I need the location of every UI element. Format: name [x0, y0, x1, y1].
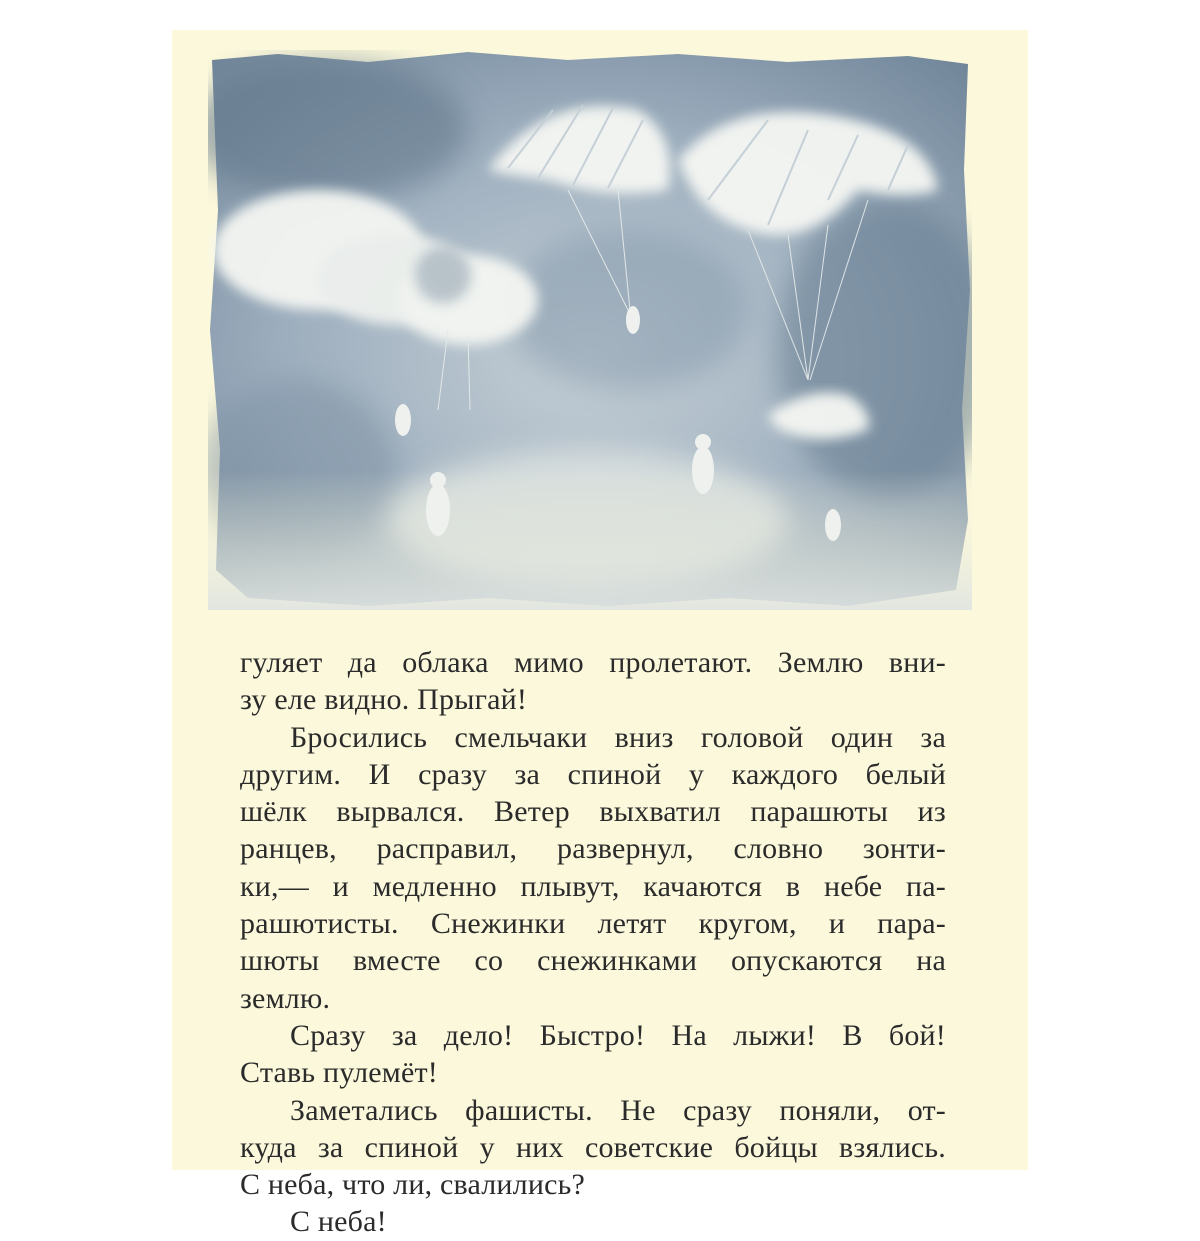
text-line: зу еле видно. Прыгай!	[240, 683, 528, 717]
text-line: гуляет да облака мимо пролетают. Землю вни-	[240, 646, 946, 679]
text-line: С неба!	[290, 1205, 387, 1239]
text-line: С неба, что ли, свалились?	[240, 1168, 586, 1202]
figure-1	[626, 306, 640, 334]
text-line: куда за спиной у них советские бойцы взялись.	[240, 1130, 946, 1164]
story-text	[240, 644, 946, 1241]
text-line: ки,— и медленно плывут, качаются в небе па-	[240, 869, 946, 903]
text-line: другим. И сразу за спиной у каждого белый	[240, 757, 946, 791]
text-line: Ставь пулемёт!	[240, 1056, 438, 1090]
text-line: шёлк вырвался. Ветер выхватил парашюты из	[240, 795, 946, 829]
book-page	[172, 30, 1028, 1239]
text-line: Заметались фашисты. Не сразу поняли, от-	[290, 1093, 946, 1127]
text-line: Бросились смельчаки вниз головой один за	[290, 720, 946, 754]
figure-5	[825, 509, 841, 541]
figure-4	[692, 446, 714, 494]
text-line: шюты вместе со снежинками опускаются на	[240, 944, 946, 978]
text-line: землю.	[240, 981, 331, 1015]
text-line: рашютисты. Снежинки летят кругом, и пара-	[240, 907, 946, 941]
text-line: Сразу за дело! Быстро! На лыжи! В бой!	[290, 1018, 946, 1052]
text-line: ранцев, расправил, развернул, словно зонти-	[240, 832, 946, 866]
figure-3	[426, 484, 450, 536]
figure-2	[395, 404, 411, 436]
parachutists-illustration	[208, 50, 972, 610]
